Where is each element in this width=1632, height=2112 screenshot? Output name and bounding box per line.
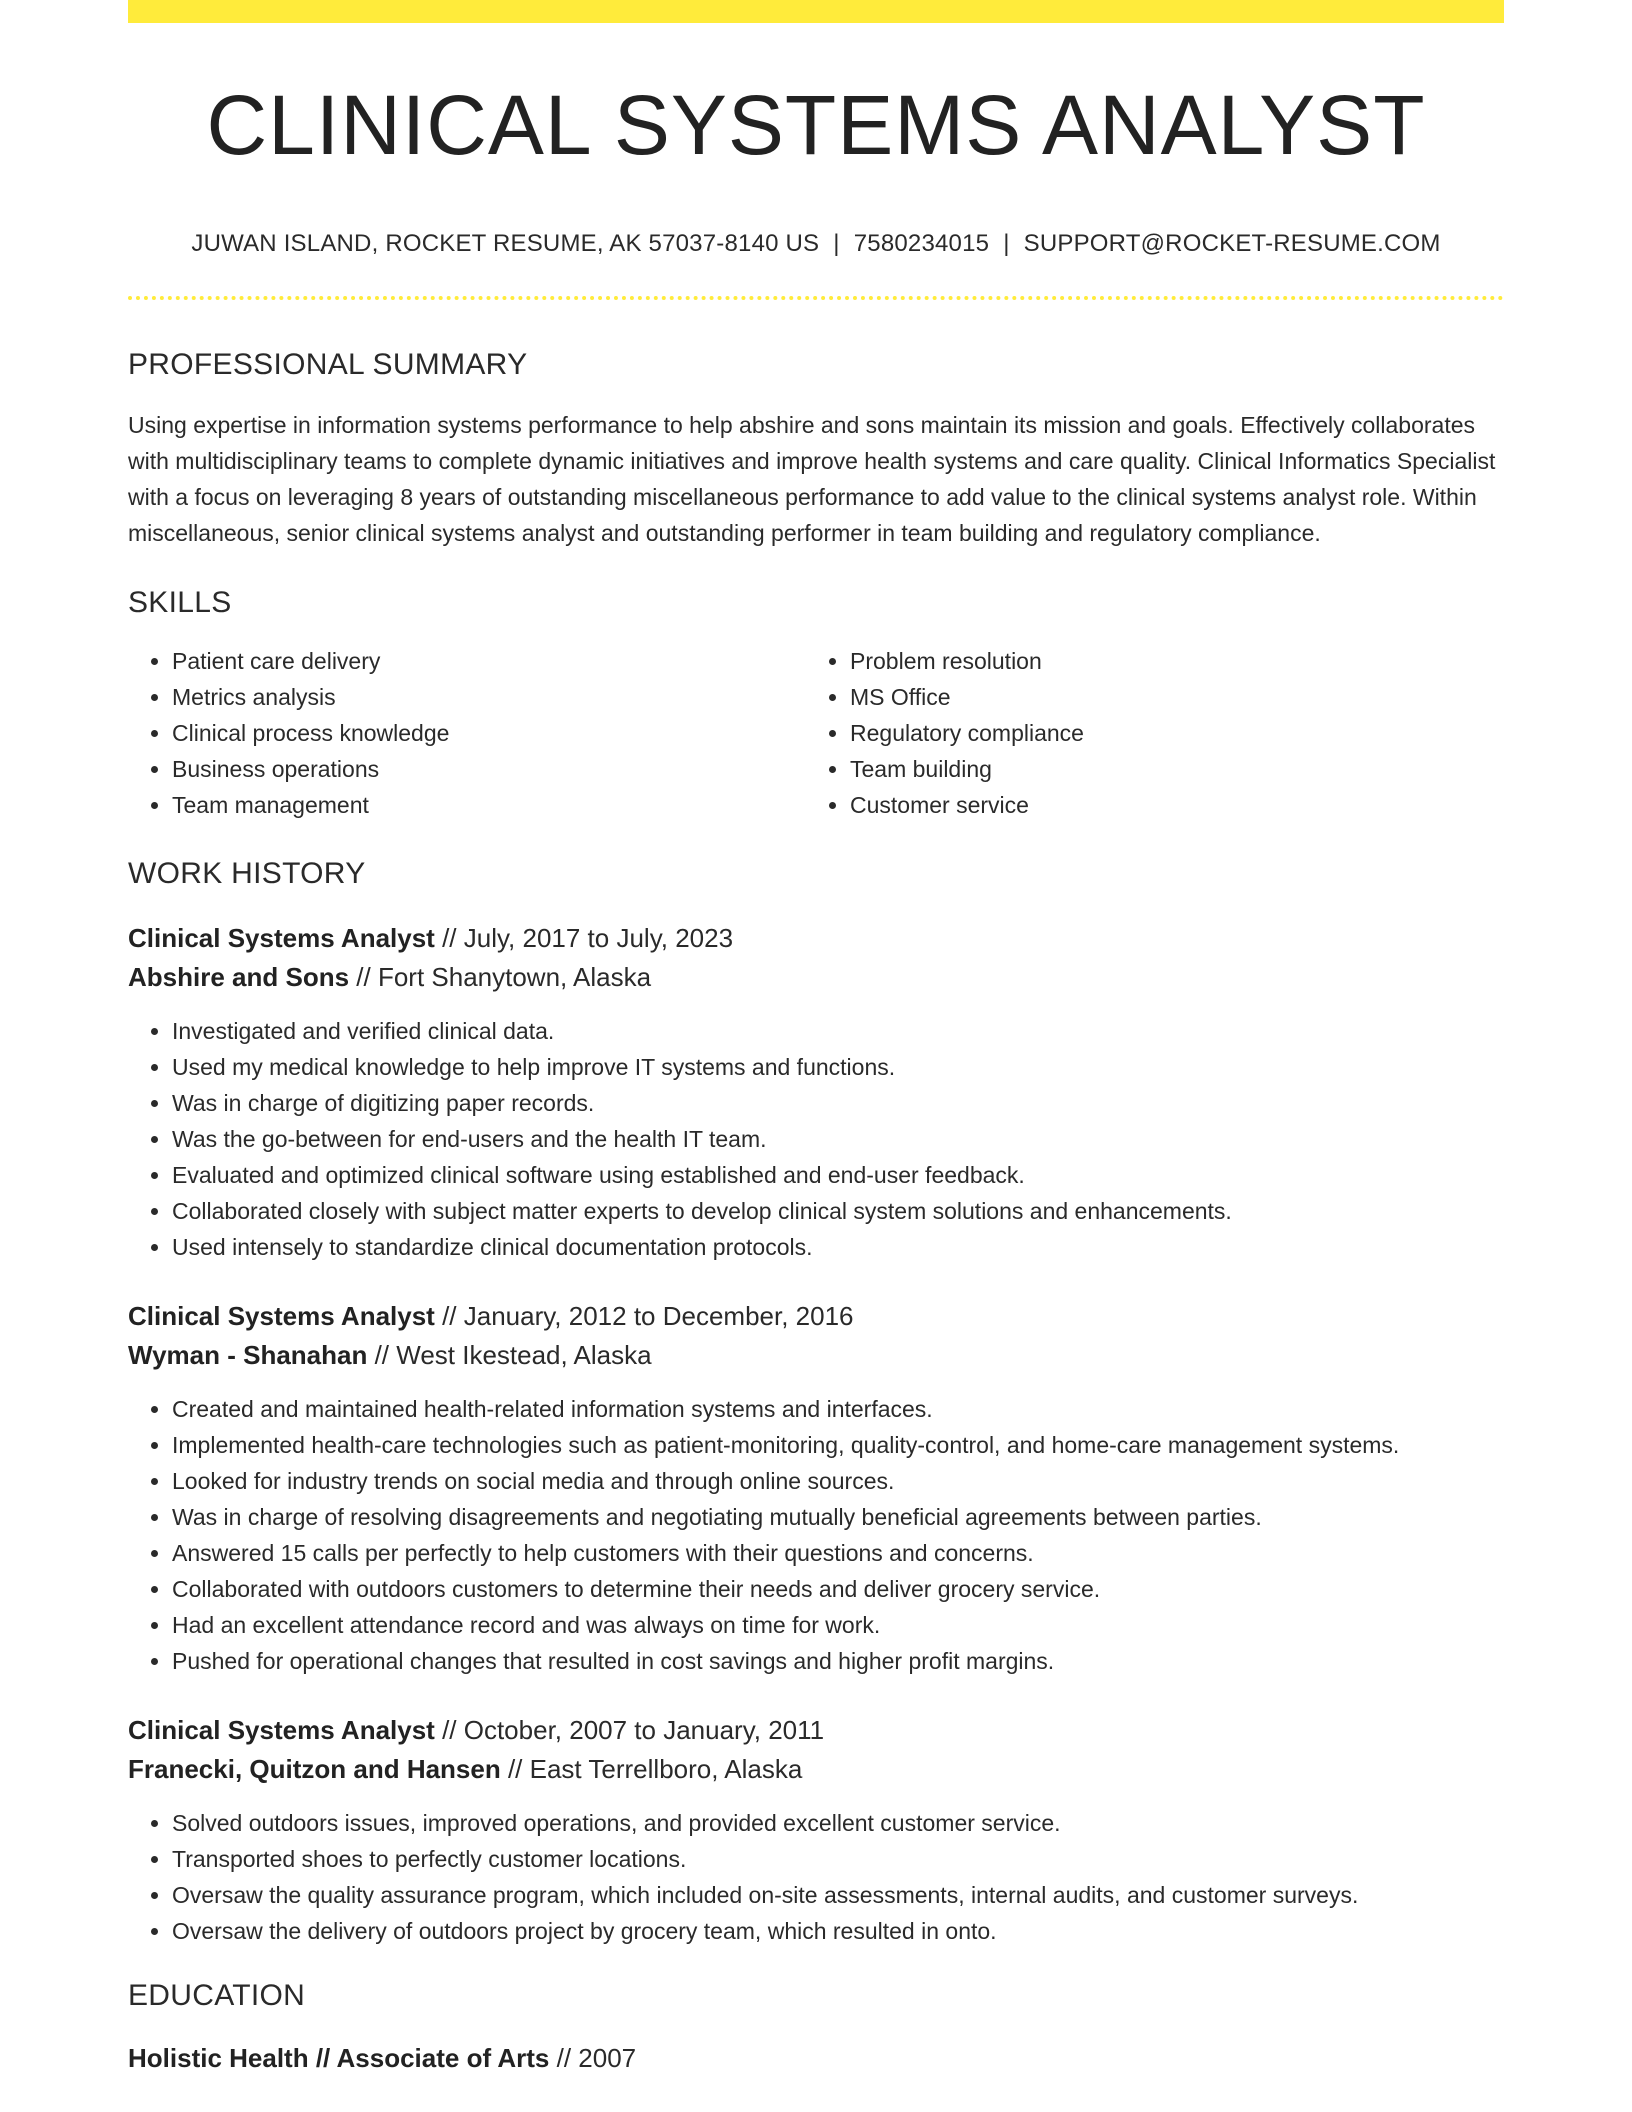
- skill-item: • Team management: [172, 787, 806, 823]
- list-item: • Pushed for operational changes that resulted in cost savings and higher profit margins.: [172, 1643, 1504, 1679]
- skill-item: • Problem resolution: [850, 643, 1484, 679]
- education-year: // 2007: [549, 2043, 637, 2073]
- page-title: CLINICAL SYSTEMS ANALYST: [206, 78, 1426, 172]
- skills-column-left: [128, 643, 806, 823]
- skill-item: • Regulatory compliance: [850, 715, 1484, 751]
- job-location: // East Terrellboro, Alaska: [500, 1754, 803, 1784]
- email-text: SUPPORT@ROCKET-RESUME.COM: [1023, 230, 1441, 257]
- list-item: • Was in charge of digitizing paper records.: [172, 1085, 1504, 1121]
- skill-item: • MS Office: [850, 679, 1484, 715]
- job-entry: [128, 1711, 1504, 1949]
- list-item: • Evaluated and optimized clinical software using established and end-user feedback.: [172, 1157, 1504, 1193]
- job-location: // Fort Shanytown, Alaska: [349, 962, 652, 992]
- skill-item: • Team building: [850, 751, 1484, 787]
- list-item: • Oversaw the delivery of outdoors project by grocery team, which resulted in onto.: [172, 1913, 1504, 1949]
- address-text: JUWAN ISLAND, ROCKET RESUME, AK 57037-8140 US: [191, 230, 820, 257]
- job-company: Wyman - Shanahan: [128, 1340, 368, 1370]
- list-item: • Used intensely to standardize clinical documentation protocols.: [172, 1229, 1504, 1265]
- job-title: Clinical Systems Analyst: [128, 923, 435, 953]
- job-dates: // January, 2012 to December, 2016: [434, 1301, 854, 1331]
- education-entry: [128, 2039, 1504, 2078]
- job-dates: // July, 2017 to July, 2023: [434, 923, 734, 953]
- list-item: • Investigated and verified clinical data.: [172, 1013, 1504, 1049]
- list-item: • Was the go-between for end-users and the health IT team.: [172, 1121, 1504, 1157]
- job-bullets: [128, 1013, 1504, 1265]
- skill-item: • Clinical process knowledge: [172, 715, 806, 751]
- job-bullets: [128, 1391, 1504, 1679]
- list-item: • Looked for industry trends on social media and through online sources.: [172, 1463, 1504, 1499]
- job-title-line: [128, 1297, 1504, 1336]
- skill-item: • Metrics analysis: [172, 679, 806, 715]
- list-item: • Answered 15 calls per perfectly to help customers with their questions and concerns.: [172, 1535, 1504, 1571]
- list-item: • Had an excellent attendance record and was always on time for work.: [172, 1607, 1504, 1643]
- list-item: • Collaborated closely with subject matter experts to develop clinical system solutions and enhancements.: [172, 1193, 1504, 1229]
- job-company: Abshire and Sons: [128, 962, 350, 992]
- job-entry: [128, 1297, 1504, 1679]
- summary-heading: PROFESSIONAL SUMMARY: [128, 348, 528, 381]
- contact-separator: |: [833, 230, 840, 257]
- job-title: Clinical Systems Analyst: [128, 1715, 435, 1745]
- contact-separator: |: [1003, 230, 1010, 257]
- skill-item: • Customer service: [850, 787, 1484, 823]
- list-item: • Solved outdoors issues, improved operations, and provided excellent customer service.: [172, 1805, 1504, 1841]
- job-title-line: [128, 919, 1504, 958]
- skill-item: • Patient care delivery: [172, 643, 806, 679]
- job-location: // West Ikestead, Alaska: [367, 1340, 652, 1370]
- dotted-divider: [128, 296, 1504, 300]
- summary-text: Using expertise in information systems performance to help abshire and sons maintain its mission and goals. Effectively collaborates with multidisciplinary teams to complete dynamic initiatives and improve health systems and care quality. Clinical Informatics Specialist with a focus on leveraging 8 years of outstanding miscellaneous performance to add value to the clinical systems analyst role. Within miscellaneous, senior clinical systems analyst and outstanding performer in team building and regulatory compliance.: [128, 412, 1496, 546]
- job-company: Franecki, Quitzon and Hansen: [128, 1754, 501, 1784]
- resume-page: [128, 0, 1504, 2078]
- accent-bar: [128, 0, 1504, 23]
- job-company-line: [128, 1336, 1504, 1375]
- skill-item: • Business operations: [172, 751, 806, 787]
- list-item: • Used my medical knowledge to help improve IT systems and functions.: [172, 1049, 1504, 1085]
- contact-line: [128, 230, 1504, 258]
- job-entry: [128, 919, 1504, 1265]
- list-item: • Implemented health-care technologies such as patient-monitoring, quality-control, and home-care management systems.: [172, 1427, 1504, 1463]
- work-history-heading: WORK HISTORY: [128, 857, 366, 890]
- job-bullets: [128, 1805, 1504, 1949]
- list-item: • Oversaw the quality assurance program, which included on-site assessments, internal audits, and customer surveys.: [172, 1877, 1504, 1913]
- skills-heading: SKILLS: [128, 586, 232, 619]
- job-title: Clinical Systems Analyst: [128, 1301, 435, 1331]
- list-item: • Collaborated with outdoors customers to determine their needs and deliver grocery service.: [172, 1571, 1504, 1607]
- skills-list: [128, 643, 1504, 823]
- education-heading: EDUCATION: [128, 1979, 306, 2012]
- job-company-line: [128, 958, 1504, 997]
- job-title-line: [128, 1711, 1504, 1750]
- list-item: • Was in charge of resolving disagreements and negotiating mutually beneficial agreements between parties.: [172, 1499, 1504, 1535]
- list-item: • Created and maintained health-related information systems and interfaces.: [172, 1391, 1504, 1427]
- phone-text: 7580234015: [853, 230, 990, 257]
- list-item: • Transported shoes to perfectly customer locations.: [172, 1841, 1504, 1877]
- education-school: Holistic Health // Associate of Arts: [128, 2043, 550, 2073]
- job-dates: // October, 2007 to January, 2011: [434, 1715, 825, 1745]
- skills-column-right: [806, 643, 1484, 823]
- job-company-line: [128, 1750, 1504, 1789]
